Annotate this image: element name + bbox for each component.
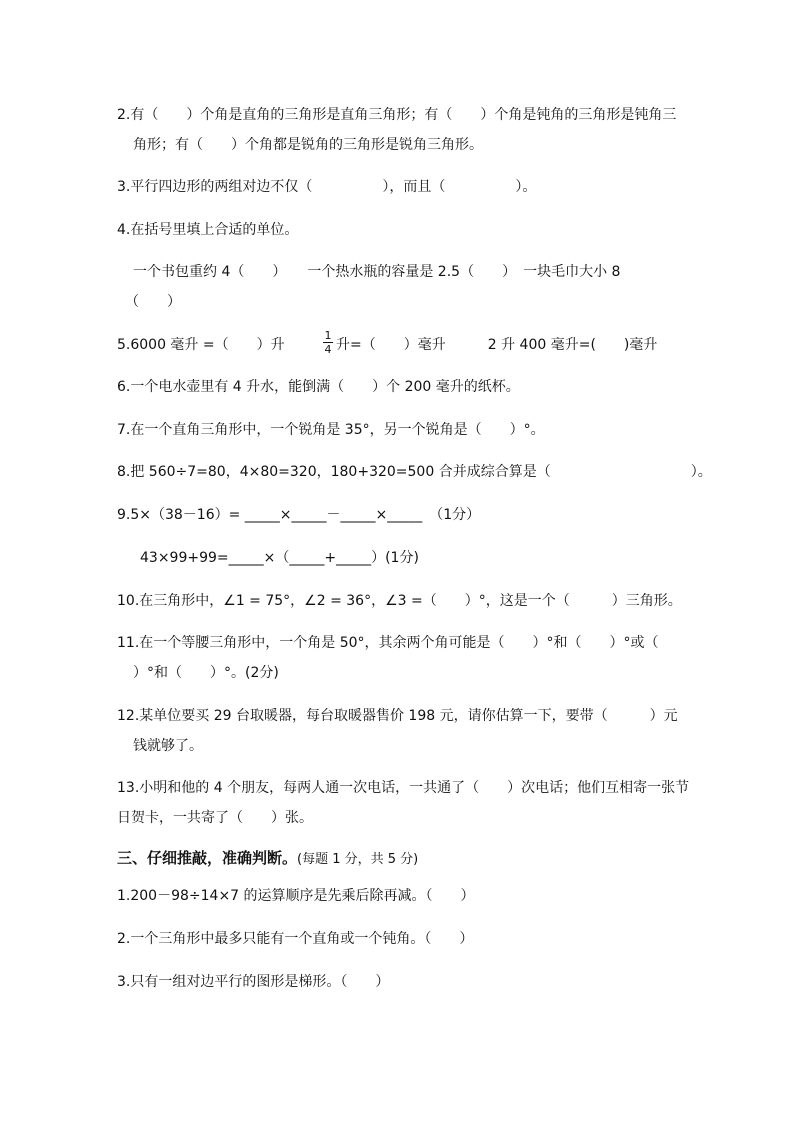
fraction-denominator: 4: [324, 343, 332, 356]
question-4-line-1: 一个书包重约 4（ ） 一个热水瓶的容量是 2.5（ ） 一块毛巾大小 8: [133, 264, 621, 280]
question-11-line-1: 11.在一个等腰三角形中，一个角是 50°，其余两个角可能是（ ）°和（ ）°或（: [117, 635, 659, 651]
judgement-item-2: 2.一个三角形中最多只能有一个直角或一个钝角。（ ）: [117, 931, 474, 947]
question-13-line-1: 13.小明和他的 4 个朋友，每两人通一次电话，一共通了（ ）次电话；他们互相寄一张节: [117, 780, 690, 796]
question-2-line-2: 角形；有（ ）个角都是锐角的三角形是锐角三角形。: [133, 137, 483, 153]
question-4-line-2: （ ）: [125, 294, 181, 310]
fraction-numerator: 1: [324, 329, 332, 342]
question-12-line-2: 钱就够了。: [133, 738, 203, 754]
question-5-part-2: 升=（ ）毫升 2 升 400 毫升=( )毫升: [336, 337, 658, 353]
question-5-part-1: 5.6000 毫升 =（ ）升: [117, 337, 285, 353]
question-12-line-1: 12.某单位要买 29 台取暖器，每台取暖器售价 198 元，请你估算一下，要带（ ）元: [117, 708, 678, 724]
question-13-line-2: 日贺卡，一共寄了（ ）张。: [117, 810, 313, 826]
question-9-line-1: 9.5×（38－16）= _____×_____－_____×_____ （1分）: [117, 507, 481, 523]
question-9-line-2: 43×99+99=_____×（_____+_____）(1分): [140, 550, 419, 566]
question-7: 7.在一个直角三角形中，一个锐角是 35°，另一个锐角是（ ）°。: [117, 422, 545, 438]
section-3-heading: [117, 848, 418, 870]
judgement-item-1: 1.200－98÷14×7 的运算顺序是先乘后除再减。（ ）: [117, 888, 475, 904]
question-11-line-2: ）°和（ ）°。(2分): [133, 665, 279, 681]
question-4-title: 4.在括号里填上合适的单位。: [117, 222, 299, 238]
fraction-one-quarter: [323, 330, 333, 355]
question-3: 3.平行四边形的两组对边不仅（ ），而且（ ）。: [117, 179, 537, 195]
section-3-note: (每题 1 分，共 5 分): [297, 852, 419, 867]
question-2-line-1: 2.有（ ）个角是直角的三角形是直角三角形；有（ ）个角是钝角的三角形是钝角三: [117, 107, 677, 123]
question-8: 8.把 560÷7=80，4×80=320，180+320=500 合并成综合算是（ ）。: [117, 464, 712, 480]
question-6: 6.一个电水壶里有 4 升水，能倒满（ ）个 200 毫升的纸杯。: [117, 379, 520, 395]
question-10: 10.在三角形中，∠1 = 75°，∠2 = 36°，∠3 =（ ）°，这是一个（ ）三角形。: [117, 593, 682, 609]
section-3-title: 三、仔细推敲，准确判断。: [117, 849, 298, 867]
judgement-item-3: 3.只有一组对边平行的图形是梯形。（ ）: [117, 974, 390, 990]
